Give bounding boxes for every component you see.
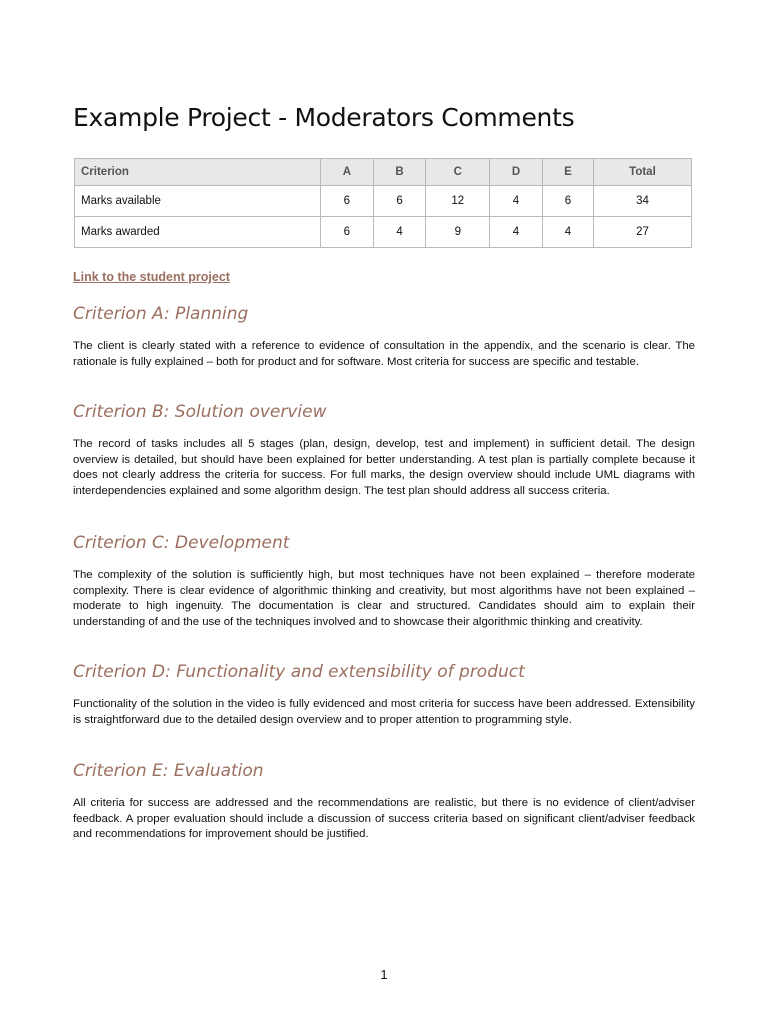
table-cell: 6	[321, 217, 374, 248]
page-title: Example Project - Moderators Comments	[73, 103, 575, 132]
table-header-row	[75, 159, 692, 186]
section-body: The client is clearly stated with a reference to evidence of consultation in the appendix, and the scenario is clear. The rationale is fully explained – both for product and for software. Most criteria for success are specific and testable.	[73, 340, 695, 368]
table-cell: 4	[542, 217, 593, 248]
section-criterion-e	[73, 760, 695, 843]
header-d: D	[490, 159, 543, 186]
header-total: Total	[593, 159, 691, 186]
section-criterion-c	[73, 532, 695, 630]
section-heading: Criterion D: Functionality and extensibility of product	[73, 662, 525, 682]
table-cell: 6	[321, 186, 374, 217]
row-label: Marks available	[75, 186, 321, 217]
section-criterion-d	[73, 661, 695, 728]
table-cell: 12	[426, 186, 490, 217]
section-body: The complexity of the solution is sufficiently high, but most techniques have not been explained – therefore moderate complexity. There is clear evidence of algorithmic thinking and creativity, but most algorithms have not been explained – moderate to high ingenuity. The documentation is clear and structured. Candidates should aim to explain their understanding of and the use of the techniques involved and to showcase their algorithmic thinking and creativity.	[73, 569, 695, 628]
table-cell: 4	[490, 217, 543, 248]
table-cell-total: 34	[593, 186, 691, 217]
table-row	[75, 217, 692, 248]
section-heading: Criterion C: Development	[73, 533, 290, 553]
section-body: The record of tasks includes all 5 stages (plan, design, develop, test and implement) in sufficient detail. The design overview is detailed, but should have been explained for better understanding. A test plan is partially complete because it does not clearly address the criteria for success. For full marks, the design overview should include UML diagrams with interdependencies explained and some algorithm design. The test plan should address all success criteria.	[73, 438, 695, 497]
section-heading: Criterion E: Evaluation	[73, 761, 264, 781]
section-criterion-b	[73, 401, 695, 499]
table-cell: 6	[542, 186, 593, 217]
table-cell: 6	[373, 186, 426, 217]
table-cell: 4	[373, 217, 426, 248]
section-body: All criteria for success are addressed and the recommendations are realistic, but there is no evidence of client/adviser feedback. A proper evaluation should include a discussion of success criteria based on significant client/adviser feedback and recommendations for improvement should be justified.	[73, 797, 695, 841]
section-criterion-a	[73, 303, 695, 370]
table-row	[75, 186, 692, 217]
table-cell: 9	[426, 217, 490, 248]
table-cell: 4	[490, 186, 543, 217]
header-e: E	[542, 159, 593, 186]
table-cell-total: 27	[593, 217, 691, 248]
row-label: Marks awarded	[75, 217, 321, 248]
section-body: Functionality of the solution in the video is fully evidenced and most criteria for success have been addressed. Extensibility is straightforward due to the detailed design overview and to proper attention to programming style.	[73, 698, 695, 726]
header-a: A	[321, 159, 374, 186]
header-criterion: Criterion	[75, 159, 321, 186]
section-heading: Criterion A: Planning	[73, 304, 249, 324]
header-b: B	[373, 159, 426, 186]
section-heading: Criterion B: Solution overview	[73, 402, 327, 422]
student-project-link[interactable]: Link to the student project	[73, 270, 230, 284]
page-number: 1	[380, 967, 388, 982]
header-c: C	[426, 159, 490, 186]
marks-table	[74, 158, 692, 248]
